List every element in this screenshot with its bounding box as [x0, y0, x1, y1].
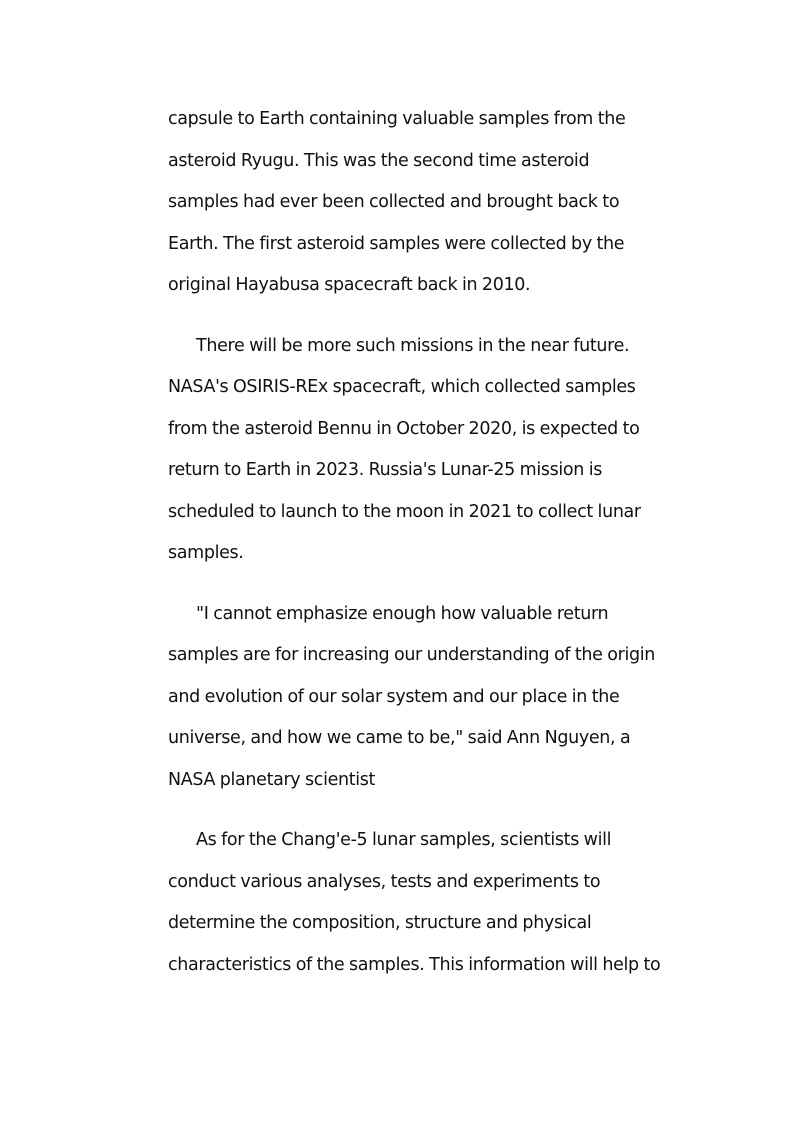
text-line: NASA planetary scientist	[168, 769, 376, 790]
text-line: asteroid Ryugu. This was the second time asteroid	[168, 150, 590, 171]
text-line: capsule to Earth containing valuable samples from the	[168, 109, 626, 129]
text-line: As for the Chang'e-5 lunar samples, scientists will	[196, 830, 612, 850]
text-line: from the asteroid Bennu in October 2020, is expected to	[168, 418, 640, 439]
text-line: "I cannot emphasize enough how valuable return	[196, 603, 609, 624]
paragraph-1	[168, 99, 678, 307]
text-line: samples had ever been collected and brought back to	[168, 192, 620, 212]
text-line: return to Earth in 2023. Russia's Lunar-25 mission is	[168, 460, 603, 480]
text-line: samples are for increasing our understanding of the origin	[168, 645, 655, 665]
text-line: universe, and how we came to be," said Ann Nguyen, a	[168, 728, 631, 748]
paragraph-4	[168, 820, 678, 986]
text-line: samples.	[168, 543, 244, 563]
text-line: conduct various analyses, tests and experiments to	[168, 871, 601, 892]
text-line: characteristics of the samples. This information will help to	[168, 954, 661, 975]
text-line: and evolution of our solar system and our place in the	[168, 686, 620, 707]
text-line: There will be more such missions in the near future.	[196, 335, 630, 356]
paragraph-3	[168, 594, 678, 802]
text-line: determine the composition, structure and physical	[168, 913, 592, 933]
paragraph-2	[168, 326, 678, 575]
body-text	[168, 99, 678, 1005]
text-line: NASA's OSIRIS-REx spacecraft, which collected samples	[168, 377, 636, 397]
text-line: original Hayabusa spacecraft back in 2010.	[168, 275, 531, 295]
text-line: Earth. The first asteroid samples were collected by the	[168, 233, 625, 254]
text-line: scheduled to launch to the moon in 2021 to collect lunar	[168, 501, 641, 522]
